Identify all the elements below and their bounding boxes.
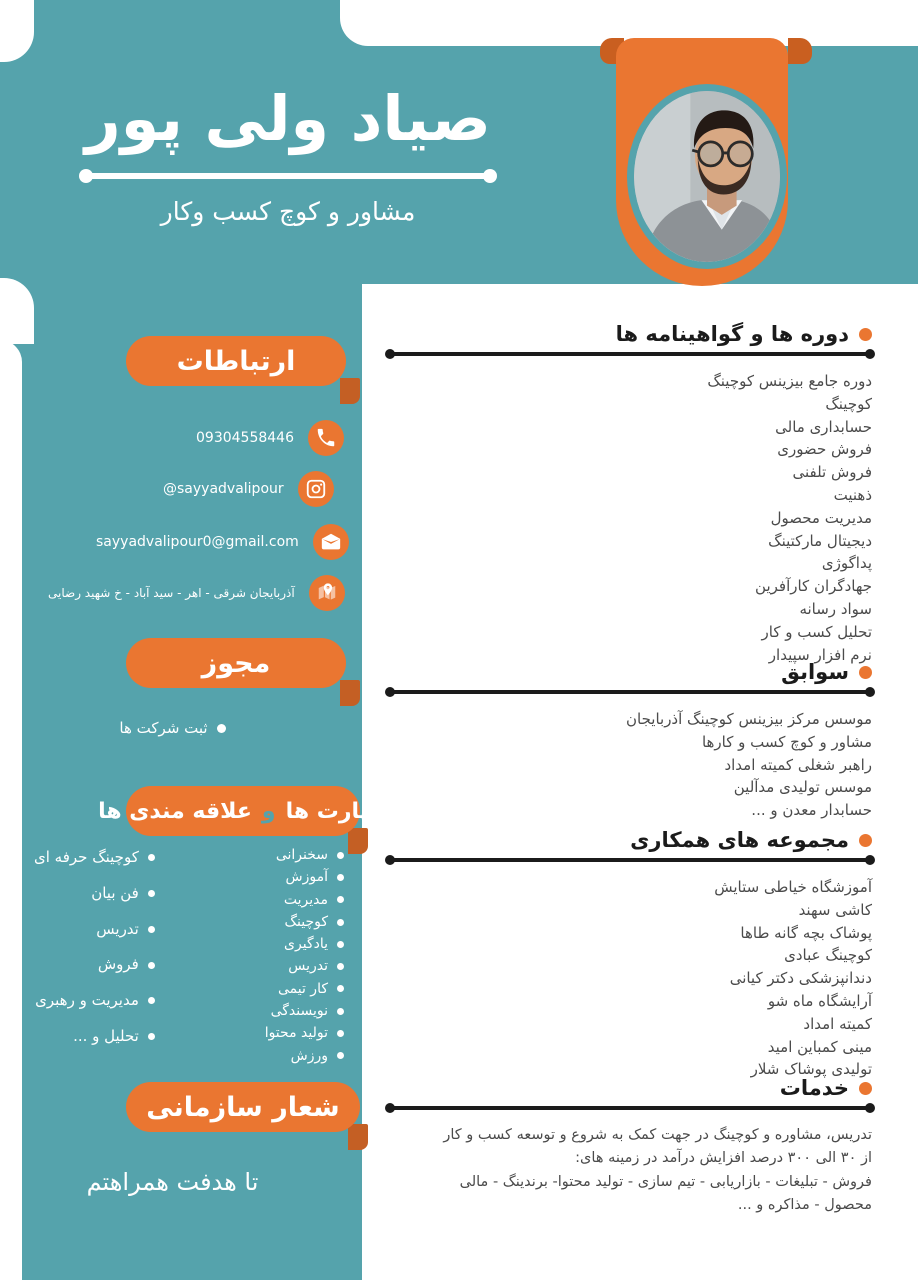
list-item: [265, 890, 344, 910]
name-divider: [83, 173, 493, 179]
location-icon: [309, 575, 345, 611]
instagram-icon: [298, 471, 334, 507]
list-item: [265, 956, 344, 976]
slogan-heading-fold: [348, 1124, 368, 1150]
courses-header: [388, 322, 872, 346]
list-item: [265, 867, 344, 887]
skills-heading-left: علاقه مندی ها: [98, 798, 252, 824]
contact-item-address[interactable]: [48, 575, 345, 611]
skill-label: فروش: [97, 955, 139, 974]
contact-value-email: sayyadvalipour0@gmail.com: [96, 534, 299, 550]
list-item: [34, 847, 155, 869]
experience-header: [388, 660, 872, 684]
list-item: حسابداری مالی: [775, 417, 872, 436]
list-item: [265, 1001, 344, 1021]
collaborations-header: [388, 828, 872, 852]
list-item: پوشاک بچه گانه طاها: [740, 923, 872, 942]
skills-list: [34, 845, 155, 1066]
job-title: مشاور و کوچ کسب وکار: [160, 197, 416, 227]
list-item: حسابدار معدن و ...: [751, 801, 872, 820]
license-list: [0, 718, 345, 740]
contact-value-instagram: @sayyadvalipour: [163, 481, 284, 497]
skill-label: فن بیان: [91, 883, 139, 902]
list-item: [34, 990, 155, 1012]
experience-title: سوابق: [781, 660, 849, 684]
list-item: [265, 845, 344, 865]
contact-item-email[interactable]: [96, 524, 349, 560]
banner-curl-right: [788, 38, 812, 64]
phone-glyph: [315, 427, 337, 449]
services-divider: [388, 1106, 872, 1110]
services-title: خدمات: [779, 1076, 849, 1100]
list-item: [265, 934, 344, 954]
list-item: مینی کمباین امید: [767, 1037, 872, 1056]
bullet-dot-icon: [337, 1030, 344, 1037]
email-icon: [313, 524, 349, 560]
list-item: مشاور و کوچ کسب و کارها: [701, 732, 872, 751]
interest-label: مدیریت: [283, 891, 328, 908]
list-item: کمیته امداد: [803, 1014, 872, 1033]
bullet-dot-icon: [337, 1008, 344, 1015]
list-item: دیجیتال مارکتینگ: [768, 531, 872, 550]
avatar: [627, 84, 787, 269]
list-item: آرایشگاه ماه شو: [767, 991, 872, 1010]
contact-item-instagram[interactable]: [163, 471, 334, 507]
section-dot-icon: [859, 328, 872, 341]
collaborations-title: مجموعه های همکاری: [630, 828, 849, 852]
interest-label: کار تیمی: [277, 980, 328, 997]
list-item: آموزشگاه خیاطی ستایش: [714, 878, 872, 896]
bullet-dot-icon: [337, 874, 344, 881]
header-bottom-cutout: [362, 284, 918, 314]
contact-heading-label: ارتباطات: [176, 345, 296, 377]
license-heading-fold: [340, 680, 360, 706]
left-white-strip: [0, 340, 22, 1280]
contact-value-address: آذربایجان شرقی - اهر - سید آباد - خ شهید رضایی: [48, 586, 295, 600]
skills-heading-right: مهارت ها: [285, 798, 388, 824]
bullet-dot-icon: [148, 890, 155, 897]
slogan-heading-label: شعار سازمانی: [146, 1091, 340, 1123]
skill-label: کوچینگ حرفه ای: [34, 848, 139, 866]
list-item: [119, 718, 225, 740]
list-item: کوچینگ عبادی: [784, 946, 872, 965]
collaborations-divider: [388, 858, 872, 862]
portrait-photo-icon: [634, 91, 780, 262]
section-collaborations: [388, 828, 872, 1081]
section-courses: [388, 322, 872, 666]
list-item: [265, 1046, 344, 1066]
skill-label: مدیریت و رهبری: [35, 991, 139, 1009]
name-block: [78, 82, 498, 227]
avatar-image: [634, 91, 780, 262]
list-item: موسس تولیدی مدآلین: [733, 778, 872, 797]
list-item: [265, 979, 344, 999]
list-item: جهادگران کارآفرین: [755, 577, 872, 596]
bullet-dot-icon: [148, 962, 155, 969]
courses-list: [388, 370, 872, 666]
services-line: فروش - تبلیغات - بازاریابی - تیم سازی - تولید محتوا- برندینگ - مالی: [459, 1173, 872, 1190]
list-item: پداگوژی: [821, 554, 872, 573]
list-item: دوره جامع بیزینس کوچینگ: [707, 372, 872, 390]
bullet-dot-icon: [217, 724, 226, 733]
services-line: از ۳۰ الی ۳۰۰ درصد افزایش درآمد در زمینه های:: [575, 1150, 872, 1167]
section-dot-icon: [859, 1082, 872, 1095]
list-item: سواد رسانه: [799, 599, 872, 618]
section-dot-icon: [859, 666, 872, 679]
list-item: [34, 1026, 155, 1048]
services-line: تدریس، مشاوره و کوچینگ در جهت کمک به شروع و توسعه کسب و کار: [443, 1127, 872, 1143]
section-services: [388, 1076, 872, 1218]
list-item: موسس مرکز بیزینس کوچینگ آذربایجان: [626, 710, 872, 728]
list-item: [265, 1023, 344, 1043]
bullet-dot-icon: [337, 896, 344, 903]
list-item: دندانپزشکی دکتر کیانی: [729, 969, 872, 988]
services-header: [388, 1076, 872, 1100]
interest-label: یادگیری: [284, 936, 328, 953]
contact-heading: [126, 336, 346, 386]
list-item: نرم افزار سپیدار: [768, 645, 872, 664]
skill-label: تدریس: [96, 919, 139, 938]
person-name: صیاد ولی پور: [85, 82, 491, 155]
list-item: [265, 912, 344, 932]
list-item: [34, 883, 155, 905]
list-item: ذهنیت: [833, 485, 872, 504]
interests-list: [265, 845, 344, 1066]
interest-label: ورزش: [290, 1047, 328, 1064]
section-experience: [388, 660, 872, 822]
list-item: فروش حضوری: [777, 440, 872, 459]
bullet-dot-icon: [337, 963, 344, 970]
instagram-glyph: [305, 478, 327, 500]
bullet-dot-icon: [148, 997, 155, 1004]
interest-label: تولید محتوا: [264, 1025, 328, 1042]
list-item: راهبر شغلی کمیته امداد: [724, 755, 872, 774]
collaborations-list: [388, 876, 872, 1081]
contact-heading-fold: [340, 378, 360, 404]
skill-label: تحلیل و ...: [73, 1026, 139, 1045]
license-heading-label: مجوز: [201, 647, 271, 679]
bullet-dot-icon: [337, 1052, 344, 1059]
interest-label: کوچینگ: [284, 913, 328, 930]
experience-divider: [388, 690, 872, 694]
slogan-heading: [126, 1082, 360, 1132]
bullet-dot-icon: [337, 852, 344, 859]
list-item: تولیدی پوشاک شلار: [750, 1060, 872, 1079]
section-dot-icon: [859, 834, 872, 847]
bullet-dot-icon: [337, 919, 344, 926]
slogan-text: تا هدفت همراهتم: [86, 1168, 259, 1196]
skills-columns: [34, 845, 344, 1066]
list-item: [34, 919, 155, 941]
interest-label: آموزش: [285, 869, 328, 886]
courses-divider: [388, 352, 872, 356]
list-item: کوچینگ: [825, 394, 872, 413]
bullet-dot-icon: [337, 941, 344, 948]
license-item-label: ثبت شرکت ها: [119, 719, 208, 737]
license-heading: [126, 638, 346, 688]
bullet-dot-icon: [337, 985, 344, 992]
bullet-dot-icon: [148, 854, 155, 861]
interest-label: نویسندگی: [270, 1003, 328, 1020]
header-band-top: [0, 0, 340, 46]
list-item: تحلیل کسب و کار: [761, 622, 872, 641]
list-item: فروش تلفنی: [792, 463, 872, 482]
phone-icon: [308, 420, 344, 456]
list-item: مدیریت محصول: [770, 508, 872, 527]
bullet-dot-icon: [148, 1033, 155, 1040]
skills-heading-fold: [348, 828, 368, 854]
envelope-glyph: [320, 531, 342, 553]
services-text: [388, 1124, 872, 1218]
experience-list: [388, 708, 872, 822]
skills-heading-separator: و: [261, 798, 276, 824]
list-item: کاشی سهند: [798, 900, 872, 919]
skills-heading: [98, 786, 388, 836]
interest-label: تدریس: [288, 958, 328, 975]
contact-item-phone[interactable]: [196, 420, 344, 456]
interest-label: سخنرانی: [275, 847, 328, 863]
bullet-dot-icon: [148, 926, 155, 933]
list-item: [34, 954, 155, 976]
map-pin-glyph: [316, 582, 338, 604]
services-line: محصول - مذاکره و ...: [737, 1197, 872, 1214]
contact-value-phone: 09304558446: [196, 430, 294, 446]
courses-title: دوره ها و گواهینامه ها: [615, 322, 849, 346]
